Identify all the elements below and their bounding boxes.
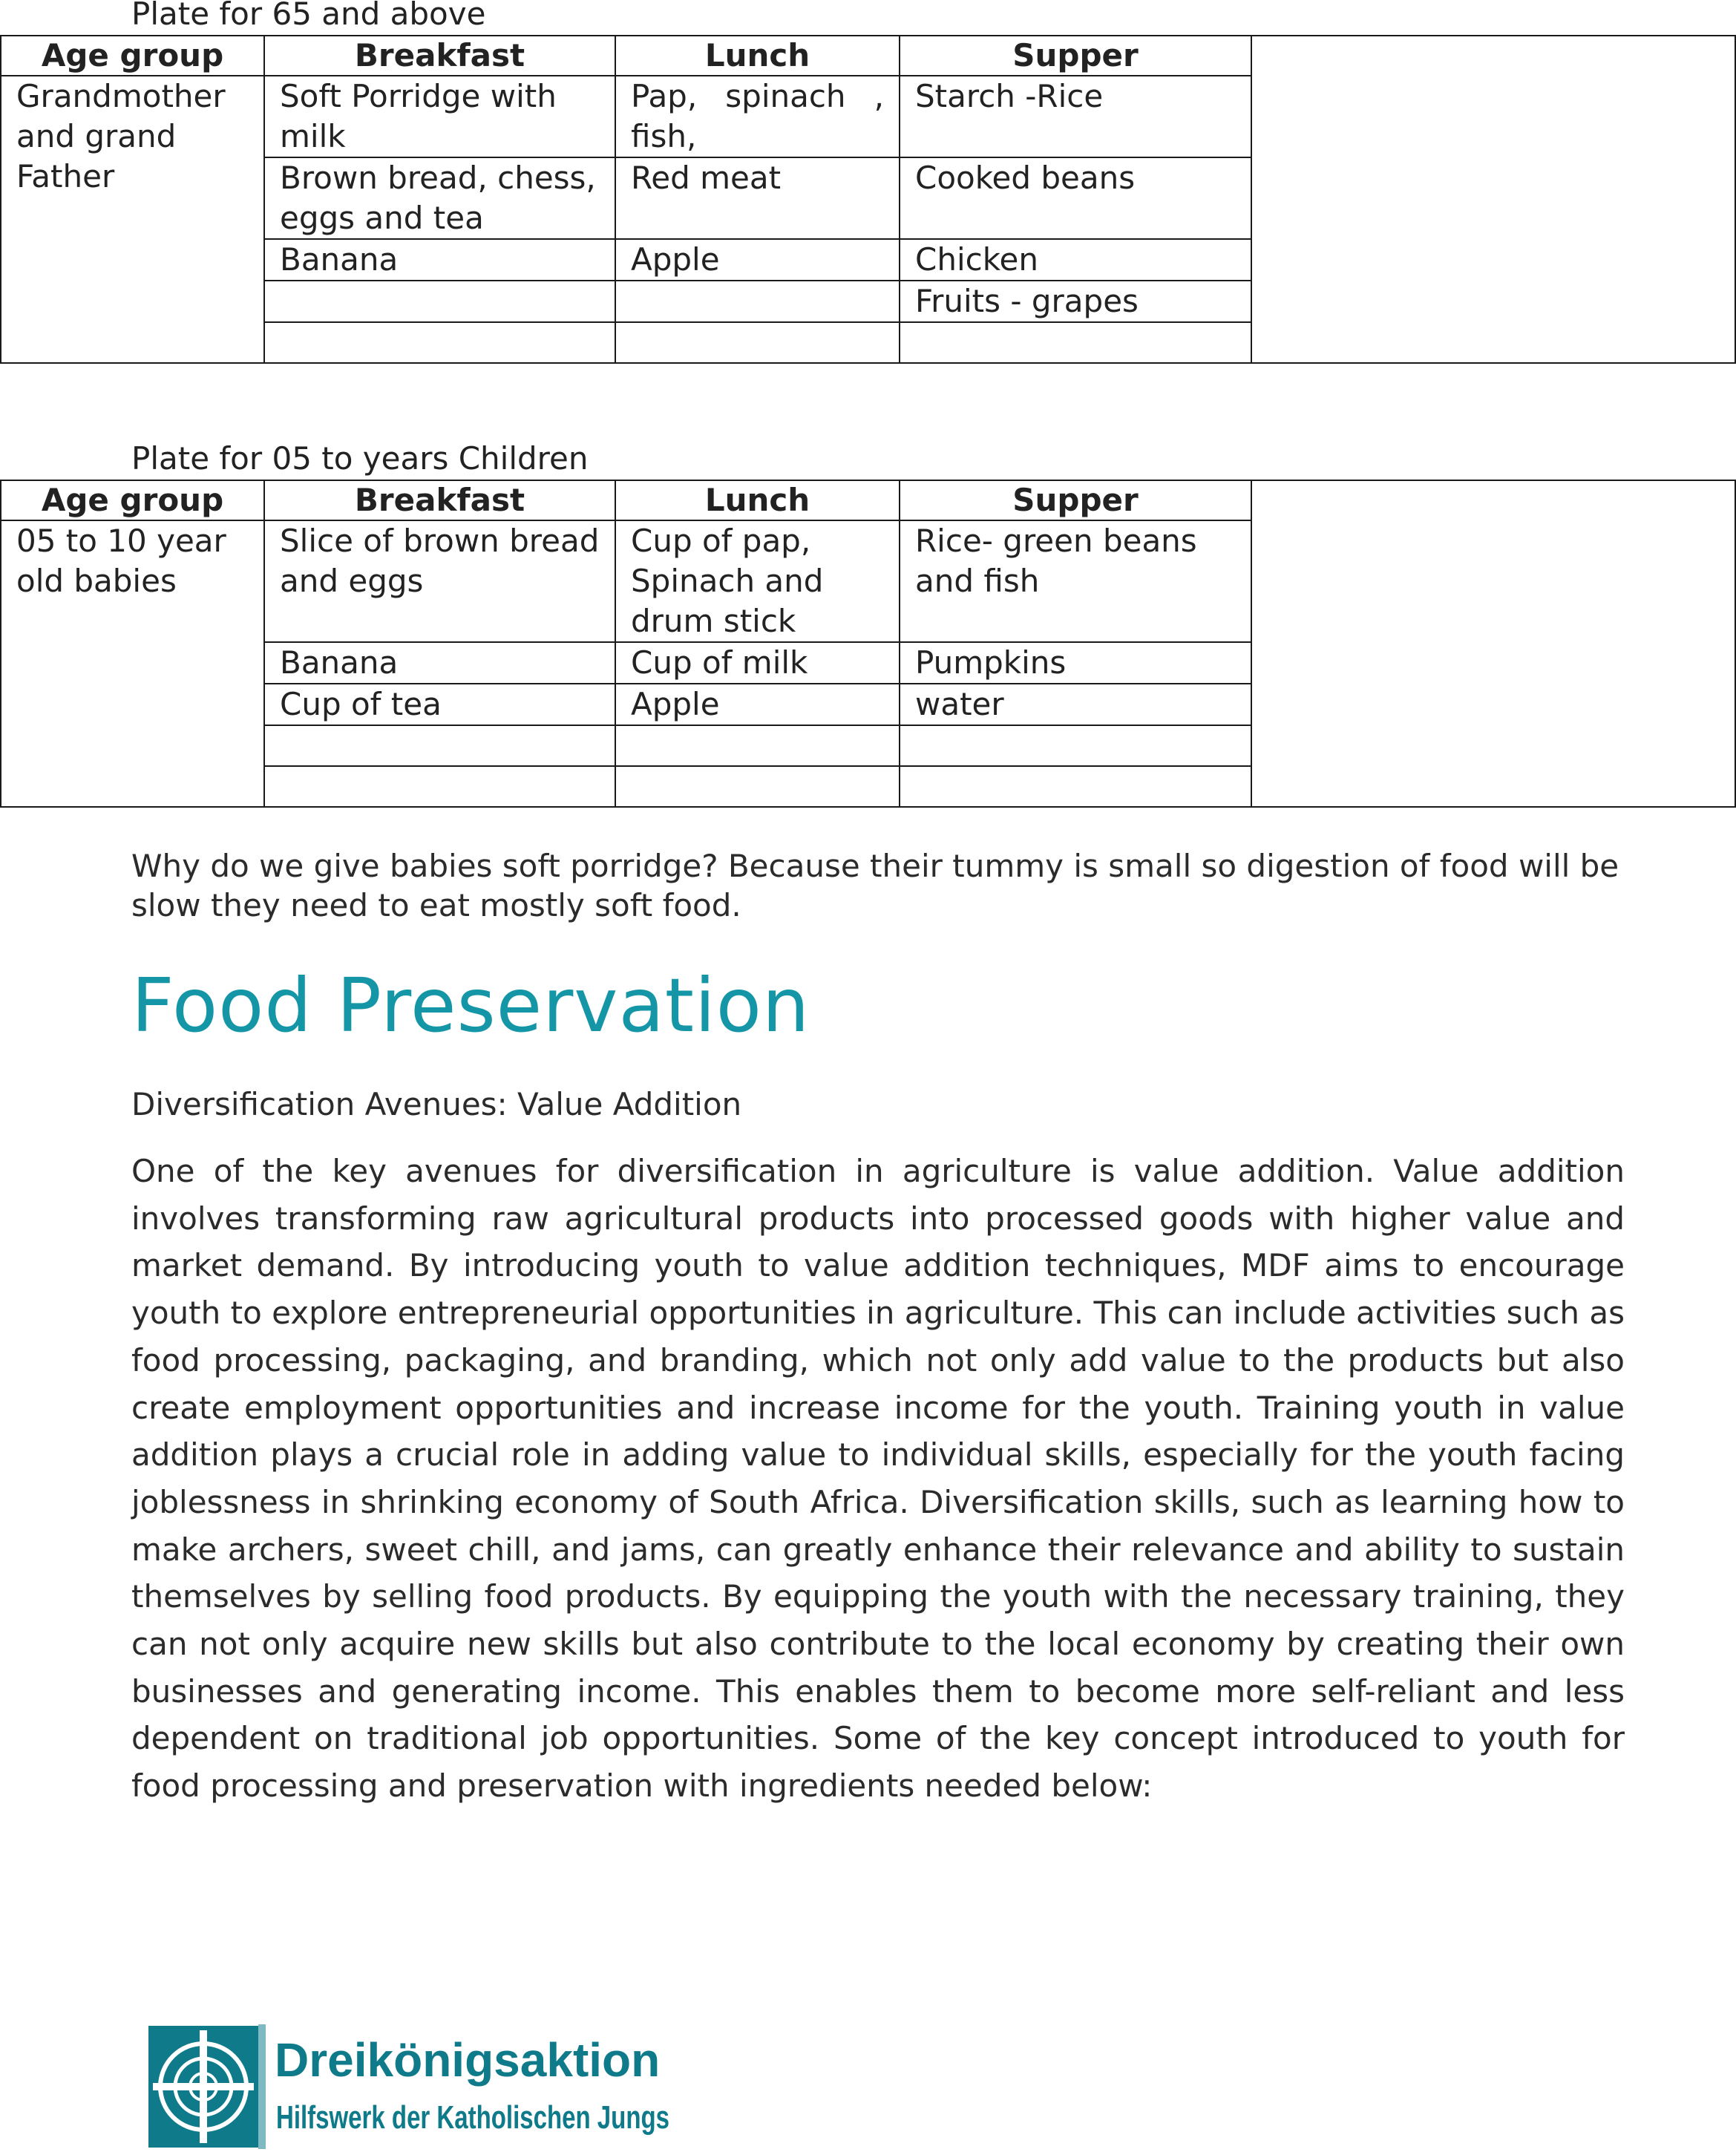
blank-column [1251,480,1735,807]
breakfast-cell: Cup of tea [264,684,615,725]
supper-cell [900,322,1251,363]
supper-cell: Fruits - grapes [900,281,1251,322]
lunch-cell [615,766,900,807]
lunch-cell: Red meat [615,157,900,239]
lunch-cell [615,322,900,363]
logo-cross-horizontal [153,2083,254,2090]
lunch-cell: Cup of milk [615,642,900,684]
lunch-cell [615,725,900,766]
header-breakfast: Breakfast [264,36,615,76]
breakfast-cell [264,725,615,766]
dreikoenigsaktion-logo [148,2024,677,2149]
header-age-group: Age group [1,480,264,520]
section-heading: Food Preservation [131,962,810,1049]
header-supper: Supper [900,36,1251,76]
body-paragraph: One of the key avenues for diversification in agriculture is value addition. Value addition involves transforming raw agricultural products into processed goods with higher value and market demand. By introducing youth to value addition techniques, MDF aims to encourage youth to explore entrepreneurial opportunities in agriculture. This can include activities such as food processing, packaging, and branding, which not only add value to the products but also create employment opportunities and increase income for the youth. Training youth in value addition plays a crucial role in adding value to individual skills, especially for the youth facing joblessness in shrinking economy of South Africa. Diversification skills, such as learning how to make archers, sweet chill, and jams, can greatly enhance their relevance and ability to sustain themselves by selling food products. By equipping the youth with the necessary training, they can not only acquire new skills but also contribute to the local economy by creating their own businesses and generating income. This enables them to become more self-reliant and less dependent on traditional job opportunities. Some of the key concept introduced to youth for food processing and preservation with ingredients needed below: [131,1153,1625,1805]
breakfast-cell: Banana [264,642,615,684]
supper-cell: Cooked beans [900,157,1251,239]
logo-name: Dreikönigsaktion [275,2033,661,2087]
header-supper: Supper [900,480,1251,520]
breakfast-cell: Soft Porridge with milk [264,76,615,157]
breakfast-cell [264,322,615,363]
subheading: Diversification Avenues: Value Addition [131,1086,742,1122]
header-age-group: Age group [1,36,264,76]
supper-cell: water [900,684,1251,725]
table-header-row [1,480,1735,520]
porridge-note: Why do we give babies soft porridge? Because their tummy is small so digestion of food will be slow they need to eat mostly soft food. [131,848,1619,923]
lunch-cell [615,76,900,157]
age-group-cell: 05 to 10 year old babies [1,520,264,807]
table-header-row [1,36,1735,76]
header-lunch: Lunch [615,36,900,76]
lunch-cell: Apple [615,684,900,725]
supper-cell: Chicken [900,239,1251,281]
age-group-cell: Grandmother and grand Father [1,76,264,363]
table2-caption: Plate for 05 to years Children [131,440,589,477]
logo-tagline: Hilfswerk der Katholischen Jungs [276,2099,669,2136]
breakfast-cell: Slice of brown bread and eggs [264,520,615,642]
lunch-cell [615,281,900,322]
breakfast-cell [264,766,615,807]
header-breakfast: Breakfast [264,480,615,520]
supper-cell [900,725,1251,766]
blank-column [1251,36,1735,363]
header-lunch: Lunch [615,480,900,520]
lunch-cell: Apple [615,239,900,281]
breakfast-cell: Brown bread, chess, eggs and tea [264,157,615,239]
logo-graphic [148,2024,677,2149]
table1-caption: Plate for 65 and above [131,0,486,32]
meal-plan-table-65-plus [0,35,1736,364]
meal-plan-table-children [0,480,1736,808]
lunch-cell-text: Pap, spinach , fish, [631,78,884,154]
breakfast-cell [264,281,615,322]
supper-cell: Pumpkins [900,642,1251,684]
supper-cell: Starch -Rice [900,76,1251,157]
breakfast-cell: Banana [264,239,615,281]
supper-cell [900,766,1251,807]
supper-cell: Rice- green beans and fish [900,520,1251,642]
lunch-cell: Cup of pap, Spinach and drum stick [615,520,900,642]
